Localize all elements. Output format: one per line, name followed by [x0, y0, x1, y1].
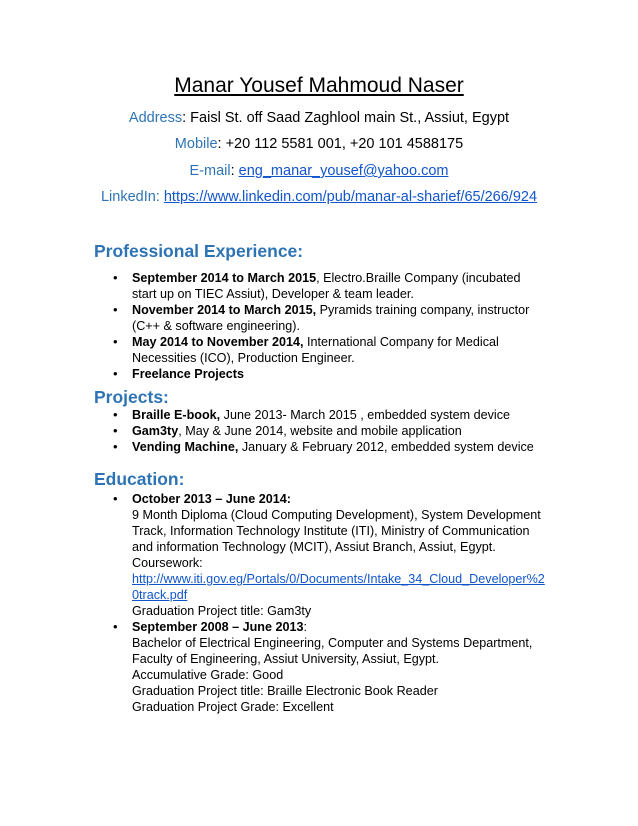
email-link[interactable]: eng_manar_yousef@yahoo.com — [238, 163, 449, 179]
mobile-label: Mobile — [174, 136, 218, 152]
linkedin-line — [0, 189, 638, 205]
education-heading: Education: — [94, 469, 185, 489]
list-item: • Vending Machine, January & February 2012, embedded system device — [94, 439, 534, 455]
coursework-link[interactable]: http://www.iti.gov.eg/Portals/0/Documents/Intake_34_Cloud_Developer%2 — [132, 572, 545, 586]
linkedin-label: LinkedIn: — [100, 189, 160, 205]
address-value: Faisl St. off Saad Zaghlool main St., Assiut, Egypt — [190, 110, 510, 126]
list-item: • Freelance Projects — [94, 366, 529, 382]
projects-heading: Projects: — [94, 387, 169, 407]
list-item: • Gam3ty, May & June 2014, website and mobile application — [94, 423, 534, 439]
email-line: E-mail: eng_manar_yousef@yahoo.com — [189, 163, 449, 179]
projects-list — [94, 407, 534, 455]
experience-heading: Professional Experience: — [94, 241, 304, 261]
list-item: • September 2014 to March 2015, Electro.Braille Company (incubated start up on TIEC Assiut), Developer & team leader. — [94, 270, 529, 302]
linkedin-link[interactable]: https://www.linkedin.com/pub/manar-al-sharief/65/266/924 — [163, 189, 538, 205]
mobile-line: Mobile: +20 112 5581 001, +20 101 4588175 — [174, 136, 464, 152]
list-item: • May 2014 to November 2014, International Company for Medical Necessities (ICO), Production Engineer. — [94, 334, 529, 366]
address-label: Address — [128, 110, 183, 126]
mobile-value: +20 112 5581 001, +20 101 4588175 — [225, 136, 464, 152]
education-list — [94, 491, 545, 715]
coursework-link-cont[interactable]: 0track.pdf — [132, 588, 188, 602]
list-item: • September 2008 – June 2013: Bachelor of Electrical Engineering, Computer and Systems Department, Faculty of Engineering, Assiut University, Assiut, Egypt. Accumulative Grade: Good Graduation Project title: Braille Electronic Book Reader Graduation Project Grade: Excellent — [94, 619, 545, 715]
list-item: • October 2013 – June 2014: 9 Month Diploma (Cloud Computing Development), System Development Track, Information Technology Institute (ITI), Ministry of Communication and information Technology (MCIT), Assiut Branch, Assiut, Egypt. Coursework: http://www.iti.gov.eg/Portals/0/Documents/Intake_34_Cloud_Developer%2 0track.pdf Graduation Project title: Gam3ty — [94, 491, 545, 619]
list-item: • Braille E-book, June 2013- March 2015 , embedded system device — [94, 407, 534, 423]
resume-name: Manar Yousef Mahmoud Naser — [174, 74, 464, 97]
list-item: • November 2014 to March 2015, Pyramids training company, instructor (C++ & software engineering). — [94, 302, 529, 334]
email-label: E-mail — [189, 163, 231, 179]
experience-list — [94, 270, 529, 382]
address-line: Address: Faisl St. off Saad Zaghlool main St., Assiut, Egypt — [128, 110, 510, 126]
